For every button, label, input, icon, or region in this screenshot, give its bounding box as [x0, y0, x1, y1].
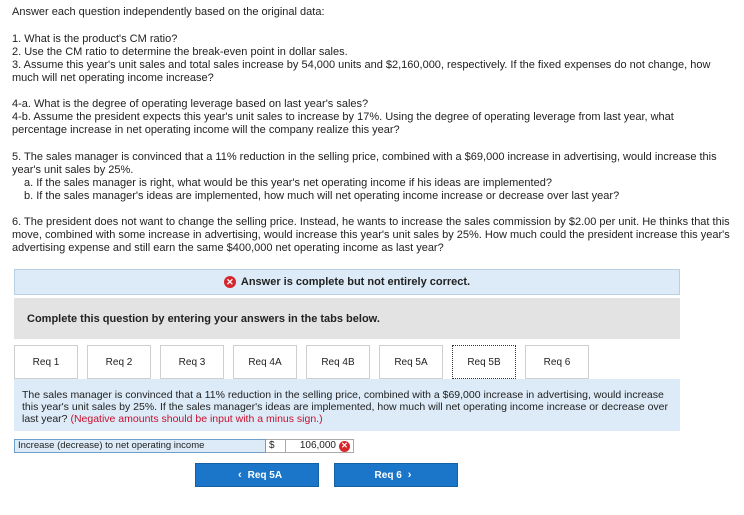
question-5a: a. If the sales manager is right, what would be this year's net operating income if his ideas are implemented? — [24, 177, 552, 189]
question-5: 5. The sales manager is convinced that a 11% reduction in the selling price, combined with a $69,000 increase in advertising, would increase this year's unit sales by 25%. — [12, 151, 717, 176]
question-3: 3. Assume this year's unit sales and total sales increase by 54,000 units and $2,160,000, respectively. If the fixed expenses do not change, how much will net operating income increase? — [12, 59, 711, 84]
question-6: 6. The president does not want to change the selling price. Instead, he wants to increase the sales commission by $2.00 per unit. He thinks that this move, combined with some increase in advertising, would increase this year's unit sales by 25%. How much could the president increase this year's advertising expense and still earn the same $400,000 net operating income as last year? — [12, 216, 730, 254]
tab-req-6[interactable]: Req 6 — [525, 345, 589, 379]
chevron-left-icon: ‹ — [237, 469, 242, 481]
intro-text: Answer each question independently based on the original data: — [12, 6, 325, 18]
tab-req-4b[interactable]: Req 4B — [306, 345, 370, 379]
question-2: 2. Use the CM ratio to determine the break-even point in dollar sales. — [12, 46, 348, 58]
questions-block-4 — [12, 98, 730, 137]
question-4b: 4-b. Assume the president expects this year's unit sales to increase by 17%. Using the degree of operating leverage from last year, what percentage increase in net operating income will the company realize this year? — [12, 111, 674, 136]
tab-req-3[interactable]: Req 3 — [160, 345, 224, 379]
tab-req-4a[interactable]: Req 4A — [233, 345, 297, 379]
question-4a: 4-a. What is the degree of operating leverage based on last year's sales? — [12, 98, 369, 110]
tab-req-1[interactable]: Req 1 — [14, 345, 78, 379]
panel-text: The sales manager is convinced that a 11% reduction in the selling price, combined with a $69,000 increase in advertising, would increase this year's unit sales by 25%. If the sales manager's ideas are implemented, how much will net operating income increase or decrease over last year? — [22, 389, 669, 425]
answer-status-banner — [14, 269, 680, 295]
answer-value: 106,000 — [299, 440, 336, 451]
incorrect-x-icon: ✕ — [339, 441, 350, 452]
currency-symbol: $ — [266, 439, 286, 453]
questions-block-6 — [12, 216, 730, 255]
answer-row — [14, 439, 354, 453]
question-5b: b. If the sales manager's ideas are implemented, how much will net operating income increase or decrease over last year? — [24, 190, 620, 202]
tab-req-2[interactable]: Req 2 — [87, 345, 151, 379]
question-1: 1. What is the product's CM ratio? — [12, 33, 178, 45]
answer-label: Increase (decrease) to net operating income — [14, 439, 266, 453]
chevron-right-icon: › — [407, 469, 412, 481]
banner-text: Answer is complete but not entirely correct. — [240, 276, 471, 288]
answer-input[interactable] — [286, 439, 354, 453]
tab-req-5a[interactable]: Req 5A — [379, 345, 443, 379]
questions-block-5 — [12, 151, 730, 203]
tab-req-5b[interactable]: Req 5B — [452, 345, 516, 379]
next-button[interactable]: Req 6 › — [334, 463, 458, 487]
instruction-bar — [14, 298, 680, 339]
x-circle-icon: ✕ — [224, 276, 236, 288]
instruction-text: Complete this question by entering your answers in the tabs below. — [27, 312, 380, 325]
questions-block-1 — [12, 33, 730, 85]
prev-button[interactable]: ‹ Req 5A — [195, 463, 319, 487]
tab-panel — [14, 379, 680, 431]
panel-note: (Negative amounts should be input with a minus sign.) — [70, 413, 323, 425]
